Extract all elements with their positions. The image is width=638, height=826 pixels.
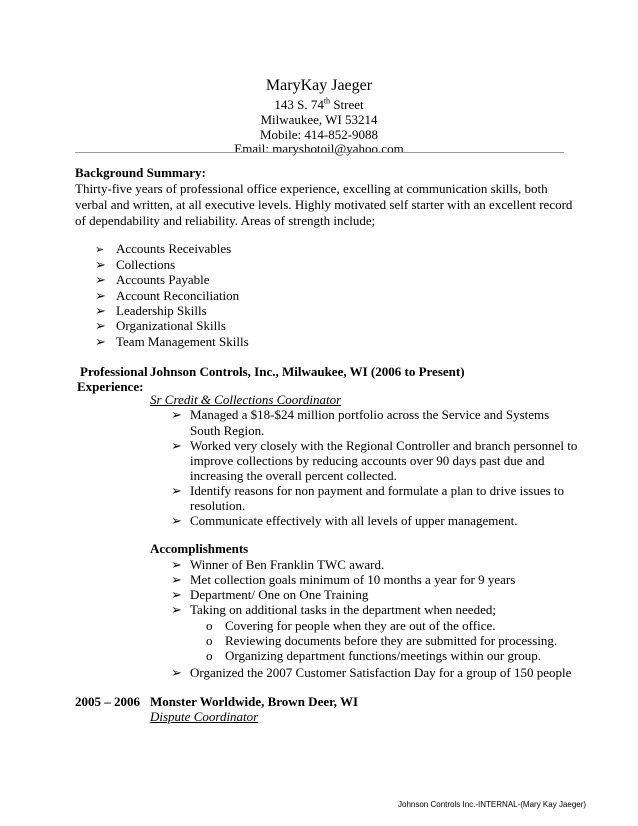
job-title: Dispute Coordinator [150,709,259,724]
job-title: Sr Credit & Collections Coordinator [150,392,342,407]
sub-item: Organizing department functions/meetings within our group. [225,648,542,663]
duty-line: resolution. [190,498,246,513]
arrow-bullet-icon: ➢ [95,334,106,349]
accomplishments-heading: Accomplishments [150,541,249,556]
duty-line: Communicate effectively with all levels of upper management. [190,513,518,528]
arrow-bullet-icon: ➢ [171,407,182,422]
background-line: of dependability and reliability. Areas of strength include; [75,213,376,228]
strength-item: Accounts Receivables [116,241,232,256]
strength-item: Collections [116,257,176,272]
strength-item: Account Reconciliation [116,288,240,303]
duty-line: Worked very closely with the Regional Controller and branch personnel to [190,438,578,453]
email-line: Email: maryshotoil@yahoo.com [234,141,404,156]
background-line: verbal and written, at all executive levels. Highly motivated self starter with an excellent record [75,197,573,212]
duty-line: improve collections by reducing accounts over 90 days past due and [190,453,545,468]
experience-label: Professional [80,364,148,379]
footer-classification: Johnson Controls Inc.-INTERNAL-(Mary Kay Jaeger) [398,800,587,809]
duty-line: South Region. [190,423,265,438]
background-heading: Background Summary: [75,165,206,180]
arrow-bullet-icon: ➢ [95,272,106,287]
job-employer: Johnson Controls, Inc., Milwaukee, WI (2006 to Present) [150,364,465,379]
arrow-bullet-icon: ➢ [95,288,106,303]
arrow-bullet-icon: ➢ [95,303,106,318]
address-line: 143 S. 74th Street [274,96,364,112]
background-line: Thirty-five years of professional office experience, excelling at communication skills, both [75,181,548,196]
arrow-bullet-icon: ➢ [95,318,106,333]
experience-label: Experience: [77,379,144,394]
mobile-line: Mobile: 414-852-9088 [259,127,379,142]
arrow-bullet-icon: ➢ [171,483,182,498]
arrow-bullet-icon: ➢ [171,587,182,602]
accomplishment-item: Department/ One on One Training [190,587,369,602]
accomplishment-item: Organized the 2007 Customer Satisfaction Day for a group of 150 people [190,665,572,680]
duty-line: increasing the overall percent collected. [190,468,397,483]
circle-bullet-icon: o [206,648,213,663]
strength-item: Accounts Payable [116,272,210,287]
sub-item: Reviewing documents before they are submitted for processing. [225,633,558,648]
duty-line: Managed a $18-$24 million portfolio across the Service and Systems [190,407,550,422]
arrow-bullet-icon: ➢ [171,665,182,680]
city-line: Milwaukee, WI 53214 [260,112,378,127]
circle-bullet-icon: o [206,618,213,633]
list-item [95,241,104,258]
accomplishment-item: Met collection goals minimum of 10 months a year for 9 years [190,572,516,587]
arrow-bullet-icon: ➢ [95,244,105,256]
strength-item: Organizational Skills [116,318,226,333]
arrow-bullet-icon: ➢ [171,572,182,587]
arrow-bullet-icon: ➢ [171,602,182,617]
header-divider [75,152,564,153]
job-employer: Monster Worldwide, Brown Deer, WI [150,694,359,709]
circle-bullet-icon: o [206,633,213,648]
resume-name: MaryKay Jaeger [265,77,373,94]
strength-item: Team Management Skills [116,334,249,349]
accomplishment-item: Taking on additional tasks in the department when needed; [190,602,496,617]
arrow-bullet-icon: ➢ [171,513,182,528]
sub-item: Covering for people when they are out of the office. [225,618,496,633]
arrow-bullet-icon: ➢ [95,257,106,272]
accomplishment-item: Winner of Ben Franklin TWC award. [190,557,385,572]
strength-item: Leadership Skills [116,303,207,318]
duty-line: Identify reasons for non payment and formulate a plan to drive issues to [190,483,565,498]
arrow-bullet-icon: ➢ [171,438,182,453]
job-dates: 2005 – 2006 [75,694,140,709]
arrow-bullet-icon: ➢ [171,557,182,572]
